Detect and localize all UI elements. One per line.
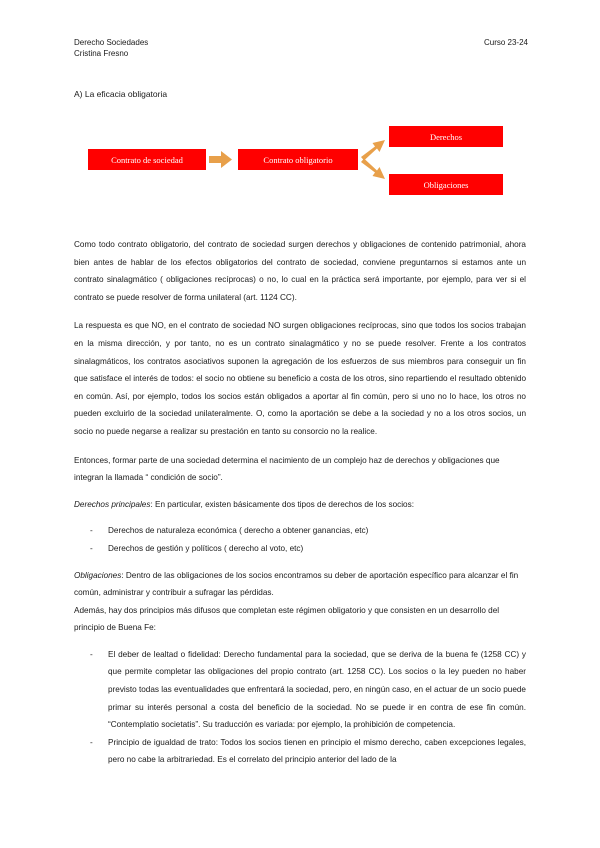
list-item: - Principio de igualdad de trato: Todos los socios tienen en principio el mismo derecho, caben excepciones legales, pero no cabe la arbitrariedad. Es el correlato del principio anterior del lado de la <box>74 734 526 769</box>
arrow-down-right <box>361 159 385 180</box>
list-item: - El deber de lealtad o fidelidad: Derecho fundamental para la sociedad, que se deriva de la buena fe (1258 CC) y que permite completar las obligaciones del propio contrato (art. 1258 CC). Los socios o la ley pueden no haber previsto todas las eventualidades que enfrentará la sociedad, pero, en ningún caso, en el actuar de un socio puede primar su interés personal a costa del beneficio de la sociedad. No se puede ir en contra de ese fin común. “Contemplatio societatis”. Su traducción es variada: por ejemplo, la prohibición de competencia. <box>74 646 526 734</box>
flow-diagram <box>0 0 600 230</box>
paragraph-4 <box>74 496 526 514</box>
derechos-principales-label: Derechos principales <box>74 499 151 509</box>
header-left <box>74 37 148 59</box>
arrow-right-1 <box>209 151 232 168</box>
derechos-principales-text: : En particular, existen básicamente dos tipos de derechos de los socios: <box>150 499 414 509</box>
obligaciones-label: Obligaciones <box>74 570 122 580</box>
paragraph-5 <box>74 567 526 602</box>
principios-list <box>74 646 526 769</box>
paragraph-3: Entonces, formar parte de una sociedad determina el nacimiento de un complejo haz de derechos y obligaciones que integran la llamada “ condición de socio”. <box>74 455 500 483</box>
paragraph-2: La respuesta es que NO, en el contrato de sociedad NO surgen obligaciones recíprocas, sino que todos los socios trabajan en la misma dirección, y por tanto, no es un contrato sinalagmático y no se puede resolver. Frente a los contratos sinalagmáticos, los contratos asociativos suponen la agregación de los esfuerzos de sus miembros para conseguir un fin que satisface el interés de todos: el socio no obtiene su beneficio a costa de los otros, sino repartiendo el resultado obtenido en común. Así, por ejemplo, todos los socios están obligados a aportar al fin común, pero si uno no lo hace, los otros no pueden excluirlo de la sociedad unilateralmente. O, como la aportación se debe a la sociedad y no a los otros socios, un socio no puede negarse a realizar su prestación en tanto su consorcio no la realice. <box>74 321 526 436</box>
header-course-name: Derecho Sociedades <box>74 38 149 47</box>
derechos-box: Derechos <box>389 126 503 147</box>
contrato-sociedad-box: Contrato de sociedad <box>88 149 206 170</box>
list-item: - Derechos de naturaleza económica ( derecho a obtener ganancias, etc) <box>74 522 526 540</box>
header-course-year: Curso 23-24 <box>483 38 528 47</box>
paragraph-6: Además, hay dos principios más difusos que completan este régimen obligatorio y que consisten en un desarrollo del principio de Buena Fe: <box>74 605 500 633</box>
section-title: A) La eficacia obligatoria <box>74 89 168 99</box>
paragraph-1: Como todo contrato obligatorio, del contrato de sociedad surgen derechos y obligaciones de contenido patrimonial, ahora bien antes de hablar de los efectos obligatorios del contrato de sociedad, conviene preguntarnos si estamos ante un contrato sinalagmático ( obligaciones recíprocas) o no, lo cual en la práctica será importante, por ejemplo, para ver si el contrato se puede resolver de forma unilateral (art. 1124 CC). <box>74 240 526 302</box>
obligaciones-box: Obligaciones <box>389 174 503 195</box>
derechos-list <box>74 522 526 557</box>
list-item: - Derechos de gestión y políticos ( derecho al voto, etc) <box>74 540 526 558</box>
header-author: Cristina Fresno <box>74 49 129 58</box>
arrow-up-right <box>361 140 385 161</box>
body-text <box>74 236 526 778</box>
contrato-obligatorio-box: Contrato obligatorio <box>238 149 358 170</box>
obligaciones-text: : Dentro de las obligaciones de los socios encontramos su deber de aportación específico para alcanzar el fin común, administrar y contribuir a sufragar las pérdidas. <box>74 570 519 598</box>
